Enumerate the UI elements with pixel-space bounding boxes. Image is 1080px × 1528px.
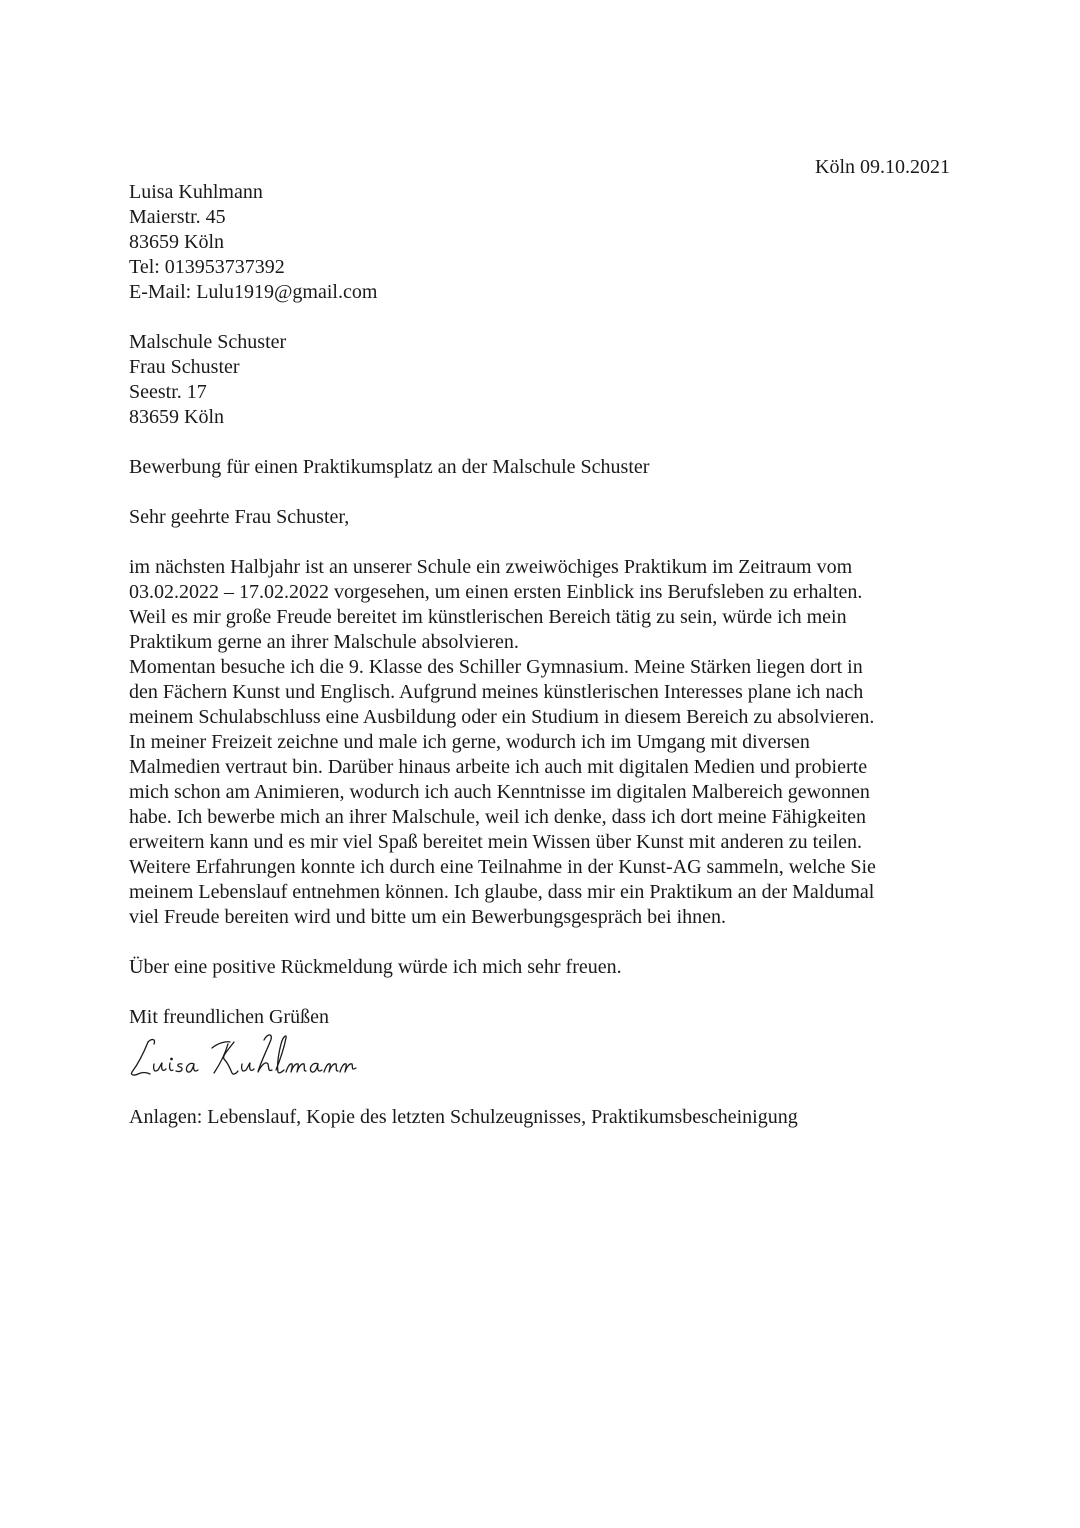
letter-salutation [129, 505, 959, 530]
sender-name: Luisa Kuhlmann [129, 181, 263, 203]
letter-body [129, 555, 959, 930]
body-line: Momentan besuche ich die 9. Klasse des Schiller Gymnasium. Meine Stärken liegen dort in [129, 656, 863, 678]
body-line: erweitern kann und es mir viel Spaß bereitet mein Wissen über Kunst mit anderen zu teilen. [129, 831, 863, 853]
body-line: Malmedien vertraut bin. Darüber hinaus arbeite ich auch mit digitalen Medien und probierte [129, 756, 868, 778]
body-line: meinem Schulabschluss eine Ausbildung oder ein Studium in diesem Bereich zu absolvieren. [129, 706, 875, 728]
handwritten-signature [126, 1030, 366, 1085]
greeting-text: Mit freundlichen Grüßen [129, 1006, 329, 1028]
body-line: Weitere Erfahrungen konnte ich durch eine Teilnahme in der Kunst-AG sammeln, welche Sie [129, 856, 876, 878]
body-line: meinem Lebenslauf entnehmen können. Ich glaube, dass mir ein Praktikum an der Maldumal [129, 881, 875, 903]
letter-attachments [129, 1105, 959, 1130]
recipient-street: Seestr. 17 [129, 381, 207, 403]
recipient-organization: Malschule Schuster [129, 331, 287, 353]
sender-email: E-Mail: Lulu1919@gmail.com [129, 281, 378, 303]
body-line: Weil es mir große Freude bereitet im künstlerischen Bereich tätig zu sein, würde ich mein [129, 606, 847, 628]
closing-sentence [129, 955, 959, 980]
recipient-address [129, 330, 959, 430]
body-line: im nächsten Halbjahr ist an unserer Schule ein zweiwöchiges Praktikum im Zeitraum vom [129, 556, 853, 578]
attachments-text: Anlagen: Lebenslauf, Kopie des letzten Schulzeugnisses, Praktikumsbescheinigung [129, 1106, 798, 1128]
body-line: habe. Ich bewerbe mich an ihrer Malschule, weil ich denke, dass ich dort meine Fähigkeiten [129, 806, 866, 828]
recipient-name: Frau Schuster [129, 356, 240, 378]
sender-street: Maierstr. 45 [129, 206, 226, 228]
body-line: Praktikum gerne an ihrer Malschule absolvieren. [129, 631, 519, 653]
body-line: 03.02.2022 – 17.02.2022 vorgesehen, um einen ersten Einblick ins Berufsleben zu erhalten. [129, 581, 863, 603]
letter-greeting [129, 1005, 959, 1030]
body-line: mich schon am Animieren, wodurch ich auch Kenntnisse im digitalen Malbereich gewonnen [129, 781, 870, 803]
subject-text: Bewerbung für einen Praktikumsplatz an der Malschule Schuster [129, 456, 650, 478]
body-line: den Fächern Kunst und Englisch. Aufgrund meines künstlerischen Interesses plane ich nach [129, 681, 864, 703]
salutation-text: Sehr geehrte Frau Schuster, [129, 506, 350, 528]
body-line: viel Freude bereiten wird und bitte um ein Bewerbungsgespräch bei ihnen. [129, 906, 727, 928]
sender-city: 83659 Köln [129, 231, 224, 253]
letter-date: Köln 09.10.2021 [815, 156, 950, 178]
sender-phone: Tel: 013953737392 [129, 256, 285, 278]
recipient-city: 83659 Köln [129, 406, 224, 428]
body-line: In meiner Freizeit zeichne und male ich gerne, wodurch ich im Umgang mit diversen [129, 731, 810, 753]
letter-subject [129, 455, 959, 480]
closing-sentence-text: Über eine positive Rückmeldung würde ich mich sehr freuen. [129, 956, 622, 978]
sender-address [129, 180, 959, 305]
